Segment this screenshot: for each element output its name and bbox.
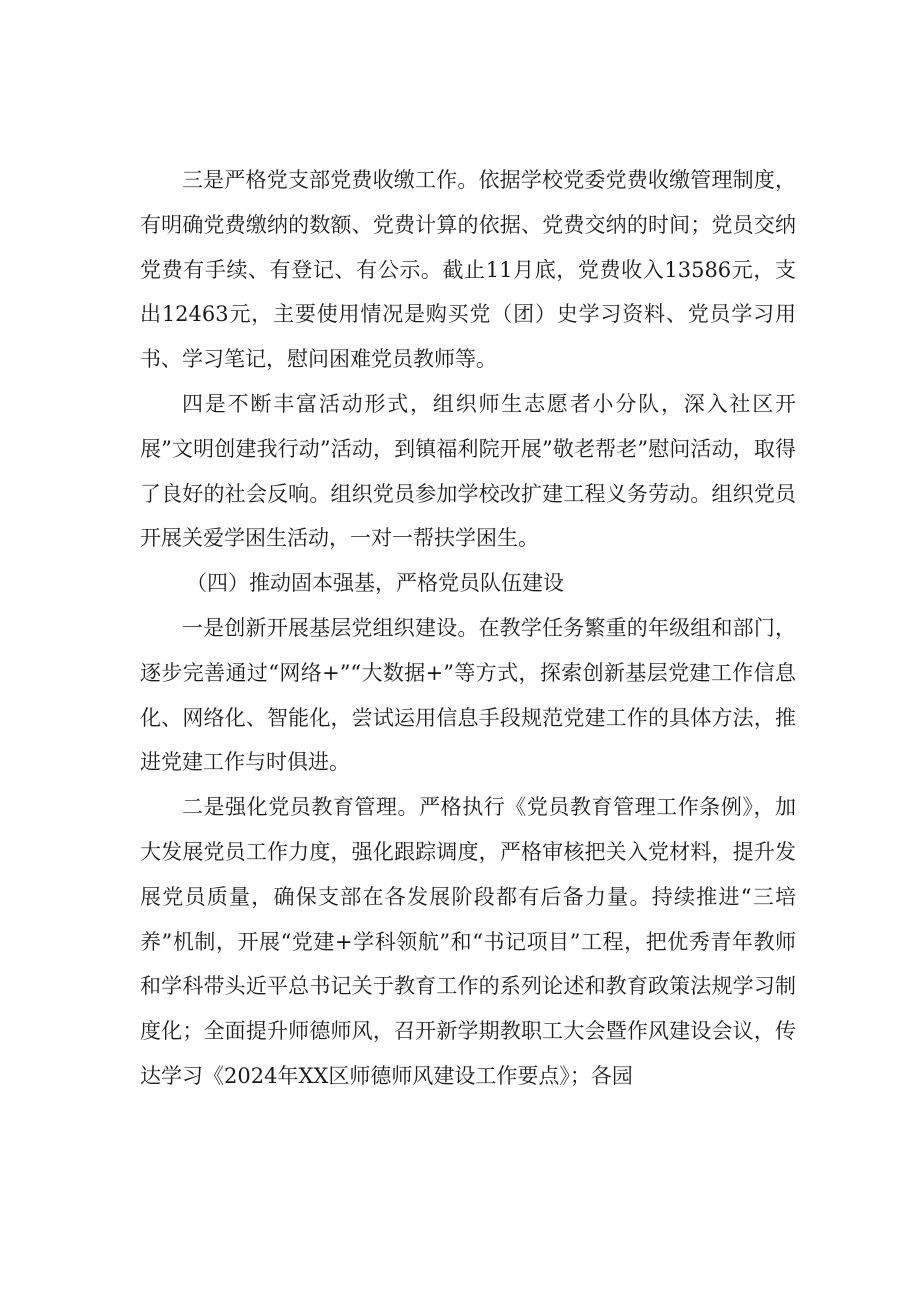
paragraph-party-fee-collection: 三是严格党支部党费收缴工作。依据学校党委党费收缴管理制度，有明确党费缴纳的数额、党费计算的依据、党费交纳的时间；党员交纳党费有手续、有登记、有公示。截止11月底，党费收入13586元，支出12463元，主要使用情况是购买党（团）史学习资料、党员学习用书、学习笔记，慰问困难党员教师等。: [140, 168, 796, 372]
paragraph-member-education: 二是强化党员教育管理。严格执行《党员教育管理工作条例》，加大发展党员工作力度，强化跟踪调度，严格审核把关入党材料，提升发展党员质量，确保支部在各发展阶段都有后备力量。持续推进“三培养”机制，开展“党建+学科领航”和“书记项目”工程，把优秀青年教师和学科带头近平总书记关于教育工作的系列论述和教育政策法规学习制度化；全面提升师德师风，召开新学期教职工大会暨作风建设会议，传达学习《2024年XX区师德师风建设工作要点》；各园: [140, 795, 796, 1088]
paragraph-activity-forms: 四是不断丰富活动形式，组织师生志愿者小分队，深入社区开展”文明创建我行动”活动，到镇福利院开展”敬老帮老”慰问活动，取得了良好的社会反响。组织党员参加学校改扩建工程义务劳动。组织党员开展关爱学困生活动，一对一帮扶学困生。: [140, 391, 796, 551]
paragraph-grassroots-organization: 一是创新开展基层党组织建设。在教学任务繁重的年级组和部门，逐步完善通过“网络+”“大数据+”等方式，探索创新基层党建工作信息化、网络化、智能化，尝试运用信息手段规范党建工作的具体方法，推进党建工作与时俱进。: [140, 615, 796, 775]
section-heading-member-team-building: （四）推动固本强基，严格党员队伍建设: [186, 571, 564, 596]
document-body: [140, 158, 796, 1099]
